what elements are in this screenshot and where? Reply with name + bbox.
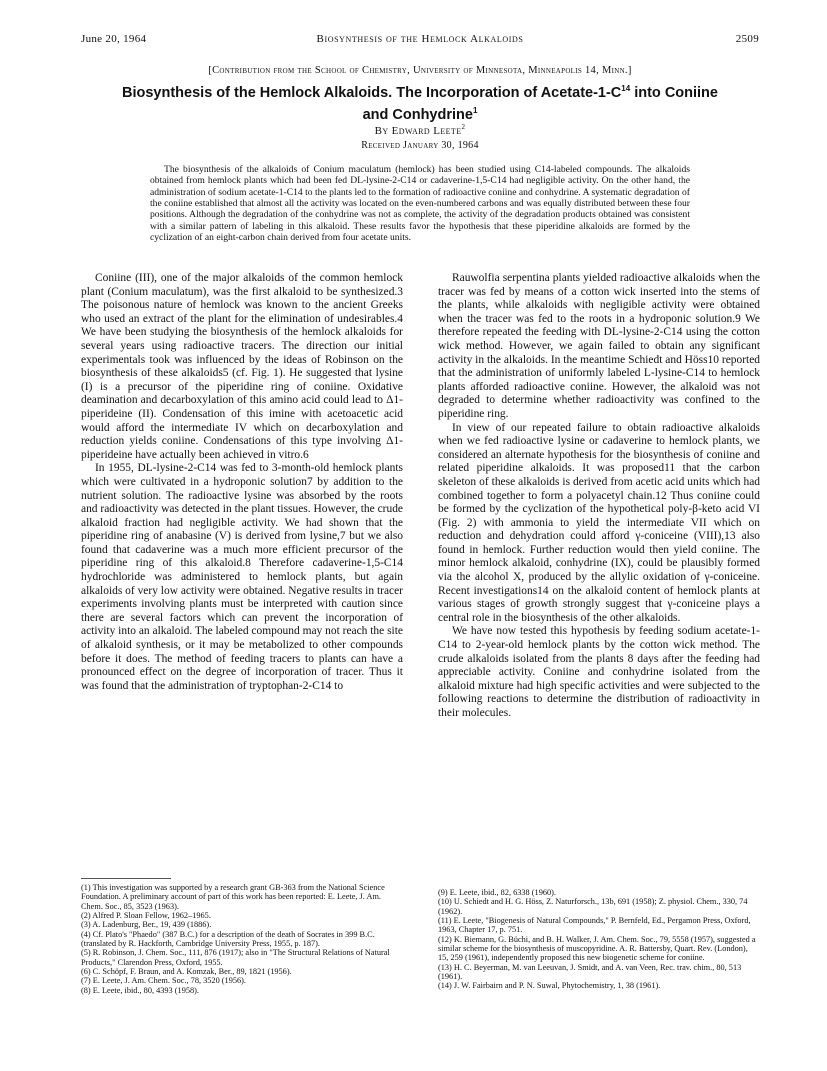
received-date: Received January 30, 1964: [361, 140, 479, 151]
title-line-1: Biosynthesis of the Hemlock Alkaloids. The Incorporation of Acetate-1-C: [122, 85, 622, 101]
journal-date: June 20, 1964: [81, 33, 147, 45]
footnote-rule: [81, 878, 171, 879]
footnotes-left: [81, 883, 403, 995]
footnote: (11) E. Leete, "Biogenesis of Natural Compounds," P. Bernfeld, Ed., Pergamon Press, Oxford, 1963, Chapter 17, p. 751.: [438, 916, 751, 935]
left-paragraph-2: In 1955, DL-lysine-2-C14 was fed to 3-month-old hemlock plants which were cultivated in a hydroponic solution7 by addition to the nutrient solution. The radioactive lysine was absorbed by the roots and radioactivity was detected in the plant tissues. However, the crude alkaloid fraction had negligible activity. We had shown that the piperidine ring of anabasine (V) is derived from lysine,7 but we also found that cadaverine was a much more efficient precursor of the piperidine ring of this alkaloid.8 Therefore cadaverine-1,5-C14 hydrochloride was administered to hemlock plants, but again alkaloids of very low activity were obtained. Negative results in tracer experiments involving plants must be interpreted with caution since there are several factors which can prevent the incorporation of activity into an alkaloid. The labeled compound may not reach the site of alkaloid synthesis, or it may be metabolized to other compounds before it does. The method of feeding tracers to plants can have a pronounced effect on the degree of incorporation of tracer. Thus it was found that the administration of tryptophan-2-C14 to: [81, 462, 403, 692]
title-line-1-sup: 14: [621, 84, 631, 93]
footnote: (4) Cf. Plato's "Phaedo" (387 B.C.) for a description of the death of Socrates in 399 B.C. (translated by R. Hackforth, Cambridge University Press, 1955, p. 187).: [81, 929, 375, 949]
footnote: (7) E. Leete, J. Am. Chem. Soc., 78, 3520 (1956).: [81, 976, 246, 986]
abstract: [150, 164, 690, 243]
running-title: Biosynthesis of the Hemlock Alkaloids: [316, 33, 524, 45]
footnote: (12) K. Biemann, G. Büchi, and B. H. Walker, J. Am. Chem. Soc., 79, 5558 (1957), suggested a similar scheme for the biosynthesis of muscopyridine. A. R. Battersby, Quart. Rev. (London), 15, 259 (1961), independently proposed this new biogenetic scheme for coniine.: [438, 934, 756, 963]
contribution-line: [Contribution from the School of Chemistry, University of Minnesota, Minneapolis 14, Minn.]: [208, 65, 632, 76]
footnote: (6) C. Schöpf, F. Braun, and A. Komzak, Ber., 89, 1821 (1956).: [81, 967, 292, 977]
footnote: (5) R. Robinson, J. Chem. Soc., 111, 876 (1917); also in "The Structural Relations of Natural Products," Clarendon Press, Oxford, 1955.: [81, 948, 390, 967]
author-name: By Edward Leete: [374, 125, 462, 137]
footnote: (14) J. W. Fairbairn and P. N. Suwal, Phytochemistry, 1, 38 (1961).: [438, 981, 661, 991]
left-paragraph-1: Coniine (III), one of the major alkaloids of the common hemlock plant (Conium maculatum), was the first alkaloid to be synthesized.3 The poisonous nature of hemlock was known to the ancient Greeks who used an extract of the plant for the elimination of undesirables.4 We have been studying the biosynthesis of the hemlock alkaloids for several years using radioactive tracers. The direction our initial experimentals took was influenced by the ideas of Robinson on the biosynthesis of these alkaloids5 (cf. Fig. 1). He suggested that lysine (I) is a precursor of the piperidine ring of coniine. Oxidative deamination and decarboxylation of this amino acid could lead to Δ1-piperideine (II). Condensation of this imine with acetoacetic acid would afford the intermediate IV which on decarboxylation and reduction yields coniine. Condensations of this type involving Δ1-piperideine have actually been achieved in vitro.6: [81, 272, 403, 461]
footnote: (9) E. Leete, ibid., 82, 6338 (1960).: [438, 888, 556, 897]
footnote: (3) A. Ladenburg, Ber., 19, 439 (1886).: [81, 920, 212, 930]
right-paragraph-1: Rauwolfia serpentina plants yielded radioactive alkaloids when the tracer was fed by means of a cotton wick inserted into the stems of the plants, while alkaloids with negligible activity were obtained when the tracer was fed to the roots in a hydroponic solution.9 We therefore repeated the feeding with DL-lysine-2-C14 using the cotton wick method. However, we again failed to obtain any significant activity in the alkaloids. In the meantime Schiedt and Höss10 reported that the administration of uniformly labeled L-lysine-C14 to hemlock plants afforded radioactive coniine. However, the alkaloid was not degraded to determine whether radioactivity was confined to the piperidine ring.: [438, 272, 760, 420]
footnotes-right: [438, 888, 760, 991]
footnote: (10) U. Schiedt and H. G. Höss, Z. Naturforsch., 13b, 691 (1958); Z. physiol. Chem., 330, 74 (1962).: [438, 897, 748, 916]
author-footnote-marker: 2: [461, 123, 466, 131]
page-number: 2509: [735, 33, 759, 45]
left-column: [81, 272, 403, 693]
footnote: (1) This investigation was supported by a research grant GB-363 from the National Science Foundation. A preliminary account of part of this work has been reported: E. Leete, J. Am. Chem. Soc., 85, 3523 (1963).: [81, 883, 385, 911]
abstract-text: The biosynthesis of the alkaloids of Conium maculatum (hemlock) has been studied using C14-labeled compounds. The alkaloids obtained from hemlock plants which had been fed DL-lysine-2-C14 or cadaverine-1,5-C14 had negligible activity. On the other hand, the administration of sodium acetate-1-C14 to the plants led to the formation of radioactive coniine and conhydrine. A systematic degradation of the coniine established that almost all the activity was located on the even-numbered carbons and was equally distributed between these four positions. Although the degradation of the conhydrine was not as complete, the activity of the degradation products obtained was consistent with a similar pattern of labeling in this alkaloid. These results favor the hypothesis that these piperidine alkaloids are formed by the cyclization of an eight-carbon chain derived from four acetate units.: [150, 164, 690, 244]
footnote: (2) Alfred P. Sloan Fellow, 1962–1965.: [81, 911, 211, 921]
author-byline: [81, 123, 759, 137]
title-line-1-end: into Coniine: [630, 85, 718, 101]
right-paragraph-3: We have now tested this hypothesis by feeding sodium acetate-1-C14 to 2-year-old hemlock plants by the cotton wick method. The crude alkaloids isolated from the plants 8 days after the feeding had appreciable activity. Coniine and conhydrine isolated from the alkaloid mixture had high specific activities and were subjected to the following reactions to determine the distribution of radioactivity in their molecules.: [438, 625, 760, 719]
right-column: [438, 272, 760, 721]
title-footnote-marker: 1: [472, 106, 478, 115]
footnote: (8) E. Leete, ibid., 80, 4393 (1958).: [81, 985, 199, 995]
footnote: (13) H. C. Beyerman, M. van Leeuvan, J. Smidt, and A. van Veen, Rec. trav. chim., 80, 513 (1961).: [438, 962, 742, 982]
right-paragraph-2: In view of our repeated failure to obtain radioactive alkaloids when we fed radioactive lysine or cadaverine to hemlock plants, we considered an alternate hypothesis for the biosynthesis of coniine and related piperidine alkaloids. It was proposed11 that the carbon skeleton of these alkaloids is derived from acetic acid units which had combined together to form a polyacetyl chain.12 Thus coniine could be formed by the cyclization of the hypothetical poly-β-keto acid VI (Fig. 2) with ammonia to yield the intermediate VII which on reduction and dehydration could afford γ-coniceine (VIII),13 also found in hemlock. Further reduction would then yield coniine. The minor hemlock alkaloid, conhydrine (IX), could be plausibly formed via the alcohol X, produced by the allylic oxidation of γ-coniceine. Recent investigations14 on the alkaloid content of hemlock plants at various stages of growth strongly suggest that γ-coniceine plays a central role in the biosynthesis of the other alkaloids.: [438, 421, 760, 624]
title-line-2: and Conhydrine: [362, 107, 473, 123]
running-header: [81, 33, 759, 49]
article-title: [81, 80, 759, 124]
